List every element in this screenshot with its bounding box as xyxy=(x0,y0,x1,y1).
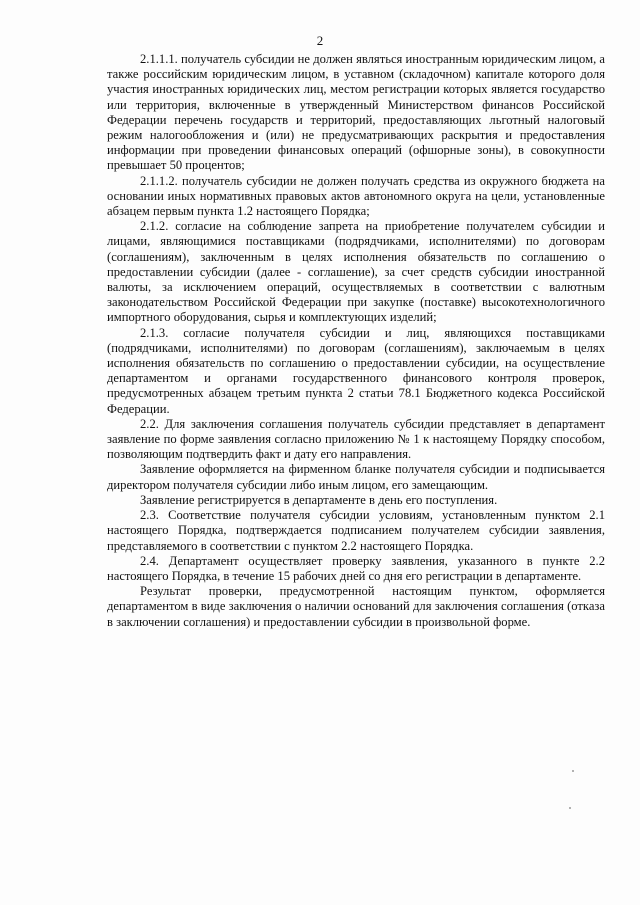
paragraph-2-4: 2.4. Департамент осуществляет проверку заявления, указанного в пункте 2.2 настоящего Порядка, в течение 15 рабочих дней со дня его регистрации в департаменте. xyxy=(107,553,605,583)
paragraph-check-result: Результат проверки, предусмотренной настоящим пунктом, оформляется департаментом в виде заключения о наличии оснований для заключения соглашения (отказа в заключении соглашения) и предоставлении субсидии в произвольной форме. xyxy=(107,584,605,629)
paragraph-2-1-1-2: 2.1.1.2. получатель субсидии не должен получать средства из окружного бюджета на основании иных нормативных правовых актов автономного округа на цели, установленные абзацем первым пункта 1.2 настоящего Порядка; xyxy=(107,173,605,219)
page-number: 2 xyxy=(316,33,324,48)
paragraph-2-1-3: 2.1.3. согласие получателя субсидии и лиц, являющихся поставщиками (подрядчиками, исполнителями) по договорам (соглашениям), заключаемым в целях исполнения обязательств по соглашению о предоставлении субсидии, на осуществление департаментом и органами государственного финансового контроля проверок, предусмотренных абзацем третьим пункта 2 статьи 78.1 Бюджетного кодекса Российской Федерации. xyxy=(107,325,605,416)
paragraph-application-form: Заявление оформляется на фирменном бланке получателя субсидии и подписывается директором получателя субсидии либо иным лицом, его замещающим. xyxy=(107,462,605,492)
paragraph-registration: Заявление регистрируется в департаменте в день его поступления. xyxy=(140,492,498,507)
paragraph-2-3: 2.3. Соответствие получателя субсидии условиям, установленным пунктом 2.1 настоящего Порядка, подтверждается подписанием получателем субсидии заявления, представляемого в соответствии с пунктом 2.2 настоящего Порядка. xyxy=(107,508,605,553)
paragraph-2-1-2: 2.1.2. согласие на соблюдение запрета на приобретение получателем субсидии и лицами, являющимися поставщиками (подрядчиками, исполнителями) по договорам (соглашениям), заключенным в целях исполнения обязательств по соглашению о предоставлении субсидии (далее - соглашение), за счет средств субсидии иностранной валюты, за исключением операций, осуществляемых в соответствии с валютным законодательством Российской Федерации при закупке (поставке) высокотехнологичного импортного оборудования, сырья и комплектующих изделий; xyxy=(107,219,605,325)
paragraph-2-1-1-1: 2.1.1.1. получатель субсидии не должен являться иностранным юридическим лицом, а также российским юридическим лицом, в уставном (складочном) капитале которого доля участия иностранных юридических лиц, местом регистрации которых является государство или территория, включенные в утвержденный Министерством финансов Российской Федерации перечень государств и территорий, предоставляющих льготный налоговый режим налогообложения и (или) не предусматривающих раскрытия и предоставления информации при проведении финансовых операций (офшорные зоны), в совокупности превышает 50 процентов; xyxy=(107,52,605,173)
scan-speck xyxy=(572,770,574,772)
scan-speck xyxy=(569,807,571,809)
paragraph-2-2: 2.2. Для заключения соглашения получатель субсидии представляет в департамент заявление по форме заявления согласно приложению № 1 к настоящему Порядку способом, позволяющим подтвердить факт и дату его направления. xyxy=(107,416,605,462)
document-body xyxy=(107,52,605,630)
